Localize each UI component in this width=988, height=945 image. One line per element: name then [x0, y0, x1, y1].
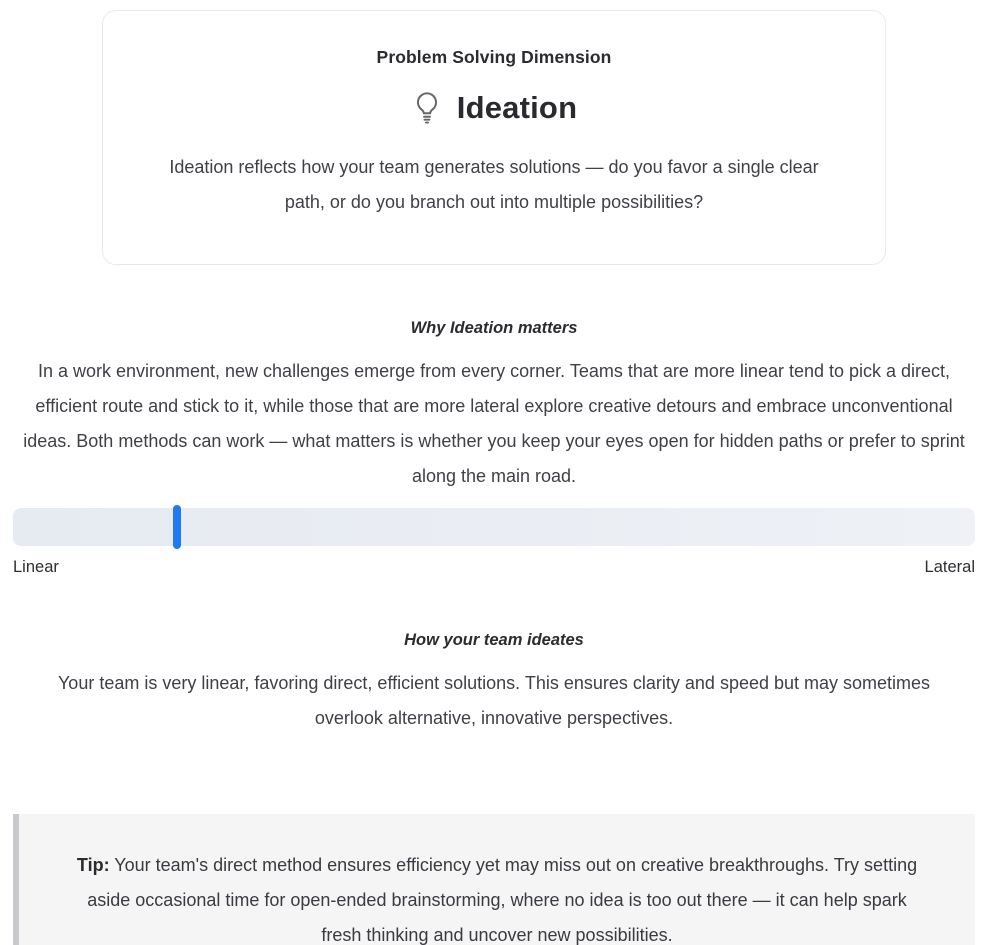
dimension-card-eyebrow: Problem Solving Dimension — [376, 47, 612, 67]
why-section-heading: Why Ideation matters — [410, 319, 578, 337]
slider-labels — [13, 558, 975, 577]
dimension-description: Ideation reflects how your team generates solutions — do you favor a single clear path, or do you branch out into multiple possibilities? — [169, 157, 819, 212]
slider-label-lateral: Lateral — [924, 558, 975, 576]
slider-marker[interactable] — [173, 505, 181, 549]
lightbulb-icon — [411, 90, 443, 126]
ideation-slider[interactable] — [13, 508, 975, 546]
tip-label: Tip: — [76, 855, 110, 875]
dimension-title: Ideation — [456, 90, 578, 125]
tip-callout — [13, 814, 975, 945]
how-section-heading: How your team ideates — [404, 631, 584, 649]
slider-track[interactable] — [13, 508, 975, 546]
dimension-title-row — [151, 90, 837, 126]
dimension-card — [102, 10, 886, 265]
slider-label-linear: Linear — [13, 558, 59, 576]
how-section-body: Your team is very linear, favoring direct, efficient solutions. This ensures clarity and speed but may sometimes overlook alternative, innovative perspectives. — [57, 673, 931, 728]
tip-body: Your team's direct method ensures efficiency yet may miss out on creative breakthroughs. Try setting aside occasional time for open-ended brainstorming, where no idea is too out there — it can help spark fresh thinking and uncover new possibilities. — [87, 855, 918, 945]
why-section-body: In a work environment, new challenges emerge from every corner. Teams that are more linear tend to pick a direct, efficient route and stick to it, while those that are more lateral explore creative detours and embrace unconventional ideas. Both methods can work — what matters is whether you keep your eyes open for hidden paths or prefer to sprint along the main road. — [23, 361, 965, 486]
